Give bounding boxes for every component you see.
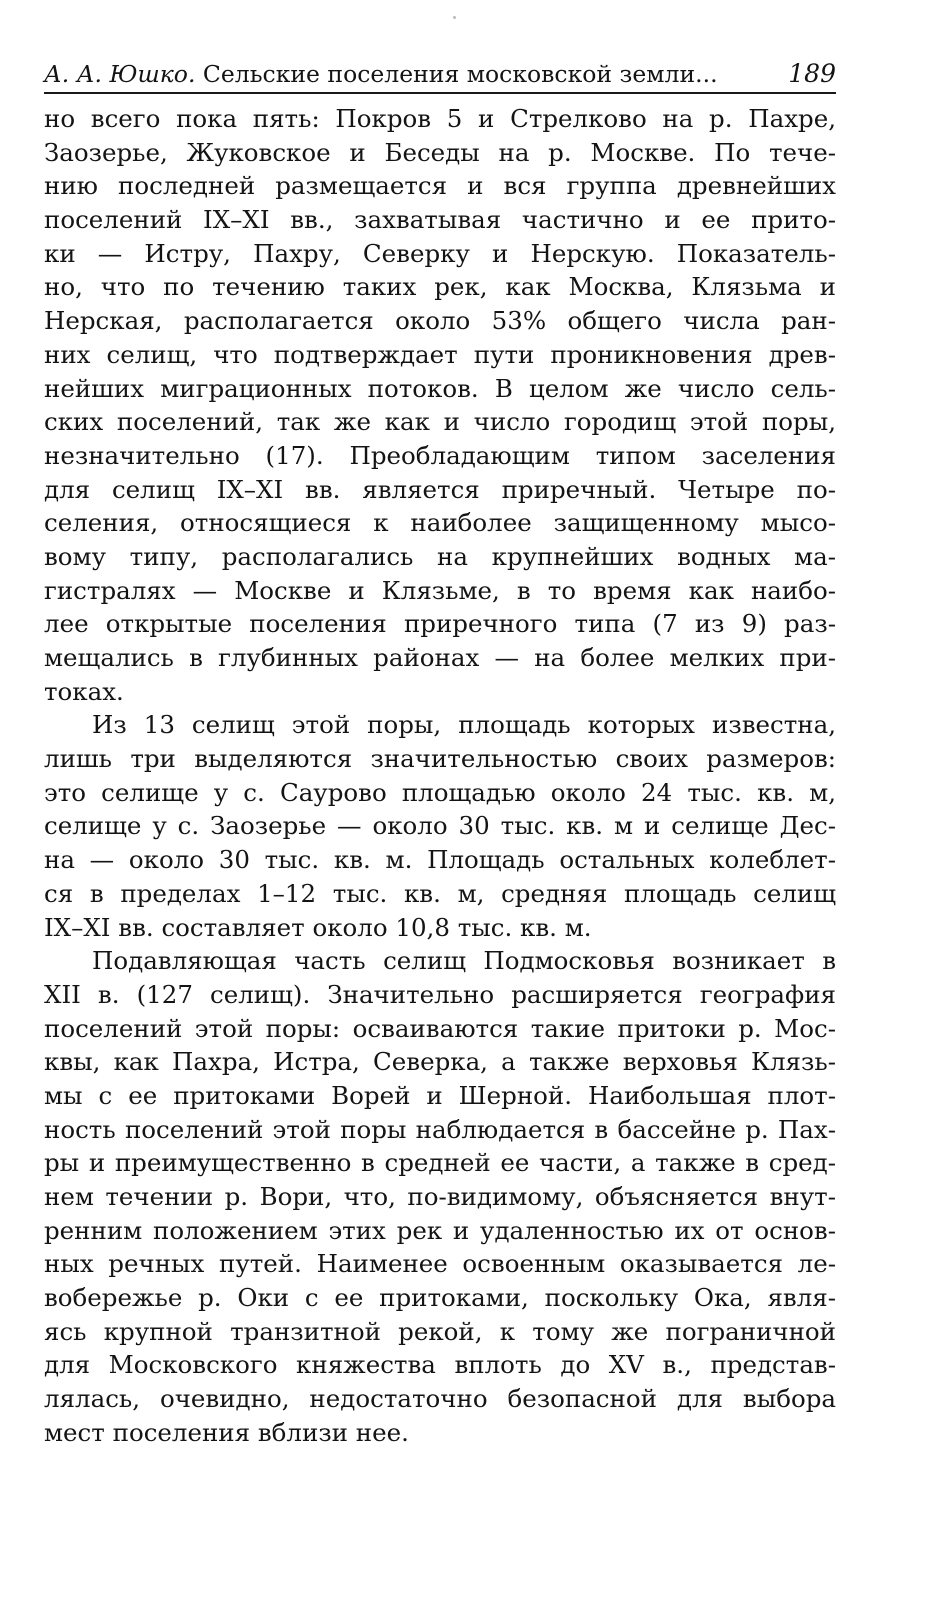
text-line: вому типу, располагались на крупнейших водных ма-	[44, 541, 836, 571]
text-line: Подавляющая часть селищ Подмосковья возникает в	[92, 946, 836, 976]
text-line: лялась, очевидно, недостаточно безопасной для выбора	[44, 1384, 836, 1414]
text-line: для Московского княжества вплоть до XV в., представ-	[44, 1350, 836, 1380]
paragraph-2	[44, 708, 836, 944]
body-text	[44, 102, 836, 1450]
text-line: мы с ее притоками Ворей и Шерной. Наибольшая плот-	[44, 1080, 836, 1110]
text-line: ных речных путей. Наименее освоенным оказывается ле-	[44, 1249, 836, 1279]
text-line: селения, относящиеся к наиболее защищенному мысо-	[44, 508, 836, 538]
text-line: них селищ, что подтверждает пути проникновения древ-	[44, 339, 836, 369]
running-head	[44, 56, 836, 94]
text-line: но всего пока пять: Покров 5 и Стрелково на р. Пахре,	[44, 104, 836, 133]
text-line: лее открытые поселения приречного типа (7 из 9) раз-	[44, 609, 836, 639]
page-number: 189	[788, 59, 836, 88]
text-line: на — около 30 тыс. кв. м. Площадь остальных колеблет-	[44, 845, 836, 875]
text-line: но, что по течению таких рек, как Москва, Клязьма и	[44, 272, 836, 302]
text-line: ся в пределах 1–12 тыс. кв. м, средняя площадь селищ	[44, 878, 836, 908]
text-line: поселений этой поры: осваиваются такие притоки р. Мос-	[44, 1013, 836, 1043]
text-line: нию последней размещается и вся группа древнейших	[44, 171, 836, 201]
text-line: поселений IX–XI вв., захватывая частично и ее прито-	[44, 205, 836, 235]
text-line: ры и преимущественно в средней ее части, а также в сред-	[44, 1148, 836, 1178]
text-line: незначительно (17). Преобладающим типом заселения	[44, 440, 836, 470]
text-line: Из 13 селищ этой поры, площадь которых известна,	[92, 710, 836, 740]
text-line: IX–XI вв. составляет около 10,8 тыс. кв. м.	[44, 912, 592, 942]
text-line: ских поселений, так же как и число городищ этой поры,	[44, 407, 836, 437]
text-line: ность поселений этой поры наблюдается в бассейне р. Пах-	[44, 1114, 836, 1144]
text-line: Заозерье, Жуковское и Беседы на р. Москве. По тече-	[44, 137, 836, 167]
text-line: вобережье р. Оки с ее притоками, поскольку Ока, явля-	[44, 1283, 836, 1313]
text-line: ренним положением этих рек и удаленностью их от основ-	[44, 1215, 836, 1245]
header-title: Сельские поселения московской земли...	[202, 60, 718, 88]
text-line: токах.	[44, 676, 124, 706]
text-line: гистралях — Москве и Клязьме, в то время как наибо-	[44, 575, 836, 605]
scan-speck	[453, 16, 456, 19]
text-line: квы, как Пахра, Истра, Северка, а также верховья Клязь-	[44, 1047, 836, 1077]
paragraph-3	[44, 944, 836, 1449]
text-line: мещались в глубинных районах — на более мелких при-	[44, 643, 836, 672]
text-line: нейших миграционных потоков. В целом же число сель-	[44, 373, 836, 403]
text-line: для селищ IX–XI вв. является приречный. Четыре по-	[44, 474, 836, 504]
text-line: лишь три выделяются значительностью своих размеров:	[44, 744, 836, 774]
text-line: мест поселения вблизи нее.	[44, 1417, 409, 1447]
text-line: ки — Истру, Пахру, Северку и Нерскую. Показатель-	[44, 238, 836, 268]
header-author: А. А. Юшко.	[44, 60, 196, 88]
book-page	[44, 56, 836, 1450]
text-line: ясь крупной транзитной рекой, к тому же пограничной	[44, 1316, 836, 1346]
paragraph-1	[44, 102, 836, 708]
text-line: селище у с. Заозерье — около 30 тыс. кв. м и селище Дес-	[44, 811, 836, 841]
text-line: XII в. (127 селищ). Значительно расширяется география	[44, 979, 836, 1009]
text-line: нем течении р. Вори, что, по-видимому, объясняется внут-	[44, 1182, 836, 1211]
text-line: Нерская, располагается около 53% общего числа ран-	[44, 306, 836, 336]
text-line: это селище у с. Саурово площадью около 24 тыс. кв. м,	[44, 777, 836, 807]
